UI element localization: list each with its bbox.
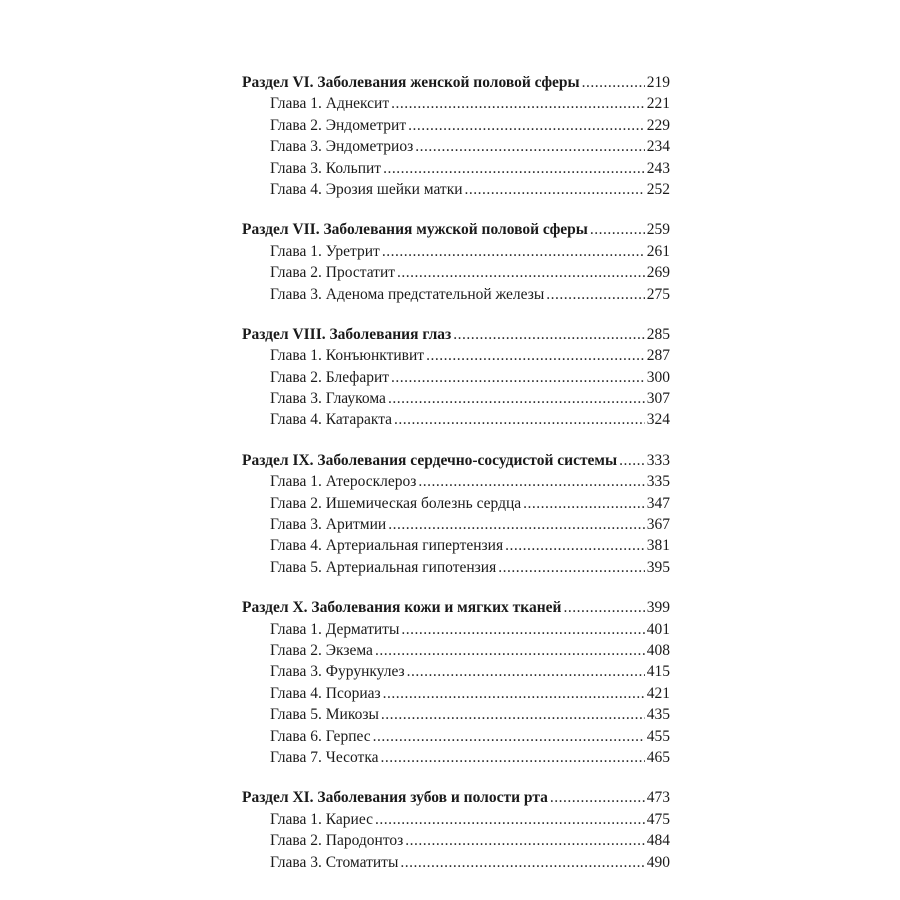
dot-leader [383,683,645,704]
chapter-entry [242,747,670,768]
chapter-title: Глава 2. Экзема [270,641,373,659]
section-title: Раздел VIII. Заболевания глаз [242,325,452,343]
chapter-title: Глава 3. Кольпит [270,159,382,177]
chapter-entry [242,661,670,682]
chapter-entry [242,115,670,136]
dot-leader [590,219,645,240]
chapter-title: Глава 3. Эндометриоз [270,138,414,156]
chapter-title: Глава 3. Фурункулез [270,663,405,681]
toc-section [242,450,670,578]
chapter-title: Глава 1. Конъюнктивит [270,347,425,365]
dot-leader [401,619,644,640]
page-number: 259 [646,221,670,239]
chapter-title: Глава 1. Атеросклероз [270,473,417,491]
dot-leader [394,409,645,430]
page-number: 473 [646,789,670,807]
page-number: 234 [646,138,670,156]
chapter-entry [242,557,670,578]
chapter-title: Глава 2. Пародонтоз [270,832,404,850]
chapter-title: Глава 1. Уретрит [270,242,380,260]
dot-leader [408,115,645,136]
dot-leader [391,367,645,388]
chapter-entry [242,471,670,492]
page-number: 324 [646,411,670,429]
dot-leader [415,136,645,157]
table-of-contents [242,72,670,873]
page-number: 252 [646,180,670,198]
chapter-entry [242,619,670,640]
dot-leader [381,747,645,768]
chapter-title: Глава 4. Артериальная гипертензия [270,537,504,555]
chapter-entry [242,514,670,535]
page-number: 285 [646,325,670,343]
chapter-title: Глава 5. Микозы [270,706,379,724]
page-number: 347 [646,494,670,512]
section-heading [242,597,670,618]
chapter-entry [242,704,670,725]
dot-leader [375,640,645,661]
dot-leader [382,241,645,262]
page-number: 307 [646,390,670,408]
page-number: 465 [646,748,670,766]
section-title: Раздел VI. Заболевания женской половой сферы [242,74,580,91]
page-number: 367 [646,516,670,534]
chapter-title: Глава 3. Стоматиты [270,853,399,871]
dot-leader [397,262,645,283]
chapter-entry [242,683,670,704]
page-number: 475 [646,810,670,828]
chapter-entry [242,830,670,851]
dot-leader [375,809,645,830]
chapter-entry [242,345,670,366]
chapter-title: Глава 5. Артериальная гипотензия [270,558,497,576]
page-number: 287 [646,347,670,365]
page-number: 335 [646,473,670,491]
toc-section [242,597,670,768]
toc-section [242,787,670,873]
chapter-title: Глава 3. Аритмии [270,516,387,534]
chapter-title: Глава 2. Простатит [270,264,396,282]
dot-leader [498,557,645,578]
chapter-title: Глава 3. Аденома предстательной железы [270,285,545,303]
chapter-title: Глава 1. Кариес [270,810,373,828]
page-number: 490 [646,853,670,871]
page-number: 401 [646,620,670,638]
dot-leader [563,597,644,618]
dot-leader [505,535,645,556]
dot-leader [418,471,644,492]
dot-leader [619,450,645,471]
section-heading [242,450,670,471]
page-number: 381 [646,537,670,555]
chapter-entry [242,93,670,114]
dot-leader [400,852,644,873]
page-number: 261 [646,242,670,260]
dot-leader [407,661,645,682]
chapter-entry [242,535,670,556]
chapter-entry [242,409,670,430]
page-number: 300 [646,368,670,386]
section-title: Раздел VII. Заболевания мужской половой сферы [242,221,588,239]
page-number: 243 [646,159,670,177]
dot-leader [426,345,645,366]
dot-leader [381,704,645,725]
page-number: 269 [646,264,670,282]
chapter-title: Глава 1. Дерматиты [270,620,400,638]
section-heading [242,324,670,345]
dot-leader [465,179,645,200]
chapter-entry [242,640,670,661]
page-number: 435 [646,706,670,724]
dot-leader [582,72,645,93]
page-number: 229 [646,116,670,134]
dot-leader [373,726,645,747]
chapter-title: Глава 4. Эрозия шейки матки [270,180,463,198]
chapter-entry [242,367,670,388]
chapter-entry [242,284,670,305]
page-number: 333 [646,451,670,469]
chapter-title: Глава 3. Глаукома [270,390,386,408]
chapter-entry [242,136,670,157]
chapter-title: Глава 2. Блефарит [270,368,390,386]
page-number: 415 [646,663,670,681]
section-title: Раздел IX. Заболевания сердечно-сосудистой системы [242,451,618,469]
page-number: 221 [646,95,670,113]
page-number: 421 [646,684,670,702]
chapter-entry [242,241,670,262]
toc-section [242,72,670,200]
section-heading [242,72,670,93]
section-title: Раздел X. Заболевания кожи и мягких тканей [242,599,562,617]
page-number: 399 [646,599,670,617]
page-number: 455 [646,727,670,745]
chapter-title: Глава 2. Ишемическая болезнь сердца [270,494,522,512]
chapter-entry [242,493,670,514]
chapter-entry [242,852,670,873]
page-number: 408 [646,641,670,659]
section-heading [242,787,670,808]
dot-leader [388,514,645,535]
page-number: 395 [646,558,670,576]
page-number: 275 [646,285,670,303]
page-number: 484 [646,832,670,850]
dot-leader [523,493,645,514]
chapter-title: Глава 4. Катаракта [270,411,393,429]
dot-leader [388,388,645,409]
section-heading [242,219,670,240]
chapter-entry [242,158,670,179]
chapter-entry [242,388,670,409]
toc-section [242,324,670,431]
chapter-title: Глава 6. Герпес [270,727,371,745]
dot-leader [550,787,645,808]
toc-section [242,219,670,305]
page-number: 219 [646,74,670,91]
chapter-entry [242,262,670,283]
chapter-title: Глава 7. Чесотка [270,748,379,766]
chapter-title: Глава 4. Псориаз [270,684,381,702]
dot-leader [405,830,644,851]
chapter-entry [242,809,670,830]
chapter-entry [242,179,670,200]
section-title: Раздел XI. Заболевания зубов и полости рта [242,789,548,807]
dot-leader [391,93,645,114]
dot-leader [453,324,644,345]
dot-leader [383,158,645,179]
chapter-entry [242,726,670,747]
chapter-title: Глава 2. Эндометрит [270,116,407,134]
dot-leader [546,284,644,305]
chapter-title: Глава 1. Аднексит [270,95,390,113]
